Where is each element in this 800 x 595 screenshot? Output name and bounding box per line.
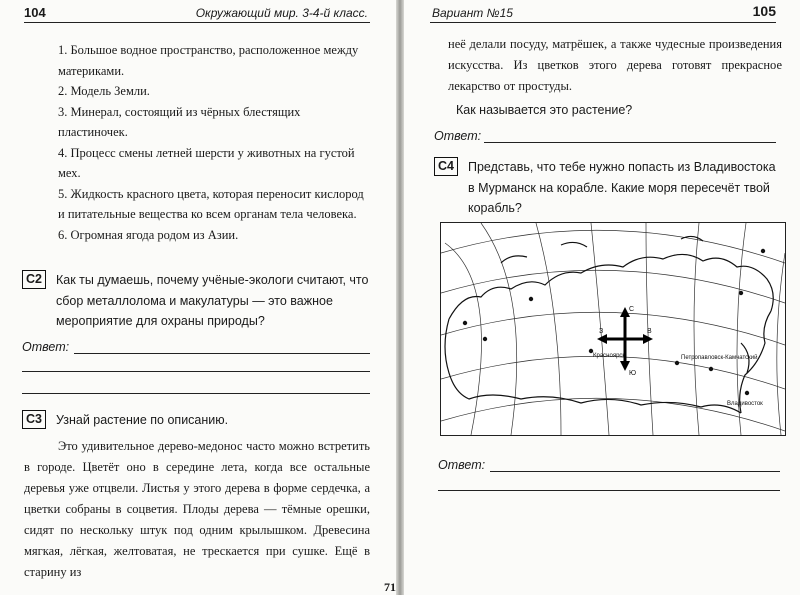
map-drawing (441, 223, 785, 435)
answer-line[interactable] (22, 393, 370, 394)
left-page-header (24, 4, 370, 23)
answer-label: Ответ: (22, 340, 70, 354)
book-gutter (396, 0, 404, 595)
task-c3 (22, 410, 372, 431)
page-number: 105 (752, 3, 776, 19)
answer-line[interactable] (490, 471, 780, 472)
list-item: 5. Жидкость красного цвета, которая переносит кислород и питательные вещества ко всем органам тела человека. (58, 186, 364, 221)
running-title: Вариант №15 (432, 6, 513, 20)
running-title: Окружающий мир. 3-4-й класс. (195, 6, 368, 20)
answer-label: Ответ: (438, 458, 486, 472)
list-item: 2. Модель Земли. (58, 84, 150, 98)
answer-row-c3 (434, 129, 776, 145)
list-item: 3. Минерал, состоящий из чёрных блестящих пластиночек. (58, 104, 301, 139)
answer-label: Ответ: (434, 129, 482, 143)
bottom-mark: 71 (384, 580, 396, 594)
compass-south-label: Ю (629, 370, 637, 377)
page-number: 104 (24, 5, 46, 20)
compass-west-label: З (599, 328, 604, 335)
plant-question: Как называется это растение? (456, 103, 633, 117)
list-item: 6. Огромная ягода родом из Азии. (58, 227, 239, 242)
task-question: Узнай растение по описанию. (56, 413, 229, 427)
task-label: С4 (434, 157, 458, 176)
task-question: Представь, что тебе нужно попасть из Владивостока в Мурманск на корабле. Какие моря пересечёт твой корабль? (468, 160, 776, 215)
city-label: Владивосток (727, 401, 763, 407)
task-label: С3 (22, 410, 46, 429)
list-item: 1. Большое водное пространство, расположенное между материками. (58, 43, 359, 78)
answer-line[interactable] (74, 353, 370, 354)
answer-line[interactable] (484, 142, 776, 143)
answer-row-c2 (22, 340, 370, 356)
compass-north-label: С (629, 306, 635, 313)
task-c4 (434, 157, 782, 219)
description-paragraph: Это удивительное дерево-медонос часто можно встретить в городе. Цветёт оно в середине лета, когда все остальные деревья уже отцвели. Листья у этого дерева в форме сердечка, а цветки собраны в соцветия. Плоды дерева — тёмные орешки, сидят по нескольку штук под одним крылышком. Древесина мягкая, лёгкая, желтоватая, не трескается при сушке. Ещё в старину из (24, 439, 370, 579)
left-page (0, 0, 396, 595)
city-label: Красноярск (593, 353, 626, 359)
continuation-paragraph: неё делали посуду, матрёшек, а также чудесные произведения искусства. Из цветков этого дерева готовят прекрасное лекарство от простуды. (448, 37, 782, 93)
task-label: С2 (22, 270, 46, 289)
answer-line[interactable] (22, 371, 370, 372)
definitions-list (58, 40, 368, 245)
city-label: Петропавловск-Камчатский (681, 355, 758, 361)
right-page-header (430, 4, 776, 23)
right-page (404, 0, 800, 595)
answer-line[interactable] (438, 490, 780, 491)
answer-row-c4 (438, 458, 780, 474)
task-question: Как ты думаешь, почему учёные-экологи считают, что сбор металлолома и макулатуры — это важное мероприятие для охраны природы? (56, 273, 369, 328)
task-c2 (22, 270, 372, 332)
russia-map (440, 222, 786, 436)
list-item: 4. Процесс смены летней шерсти у животных на густой мех. (58, 145, 355, 180)
compass-east-label: В (647, 328, 652, 335)
compass-rose (597, 307, 653, 371)
